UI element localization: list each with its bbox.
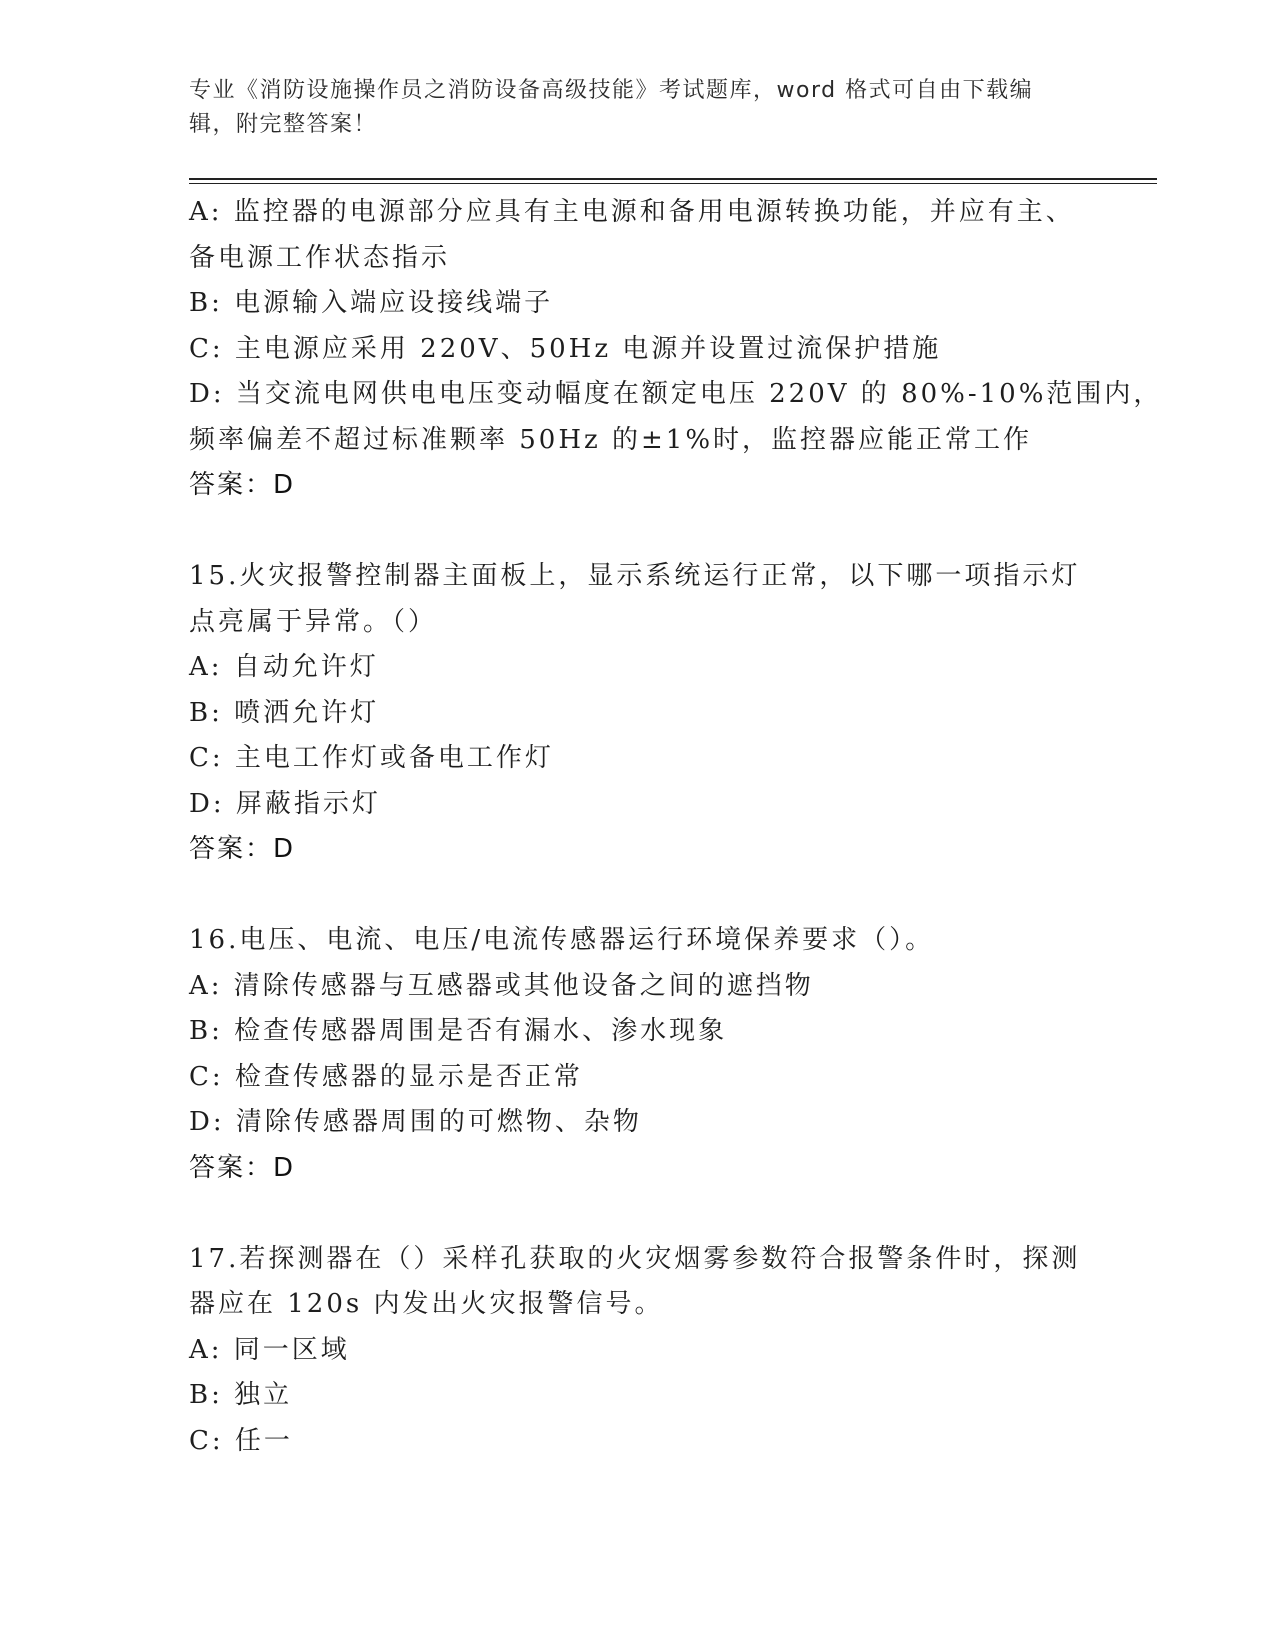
header-title-line-1: 专业《消防设施操作员之消防设备高级技能》考试题库，word 格式可自由下载编 — [189, 78, 1034, 103]
spacer — [189, 873, 1089, 919]
option-a: A: 自动允许灯 — [189, 652, 379, 682]
answer: 答案：D — [189, 834, 296, 864]
question-14-continued — [189, 190, 1163, 509]
answer: 答案：D — [189, 1152, 296, 1183]
option-a-line-1: A: 监控器的电源部分应具有主电源和备用电源转换功能，并应有主、 — [189, 197, 1075, 227]
option-c: C: 检查传感器的显示是否正常 — [189, 1061, 583, 1092]
question-stem-line-2: 点亮属于异常。（） — [189, 606, 438, 637]
option-d-line-2: 频率偏差不超过标准颗率 50Hz 的±1%时，监控器应能正常工作 — [189, 424, 1033, 455]
question-stem-line-1: 16.电压、电流、电压/电流传感器运行环境保养要求（）。 — [189, 925, 935, 955]
spacer — [189, 509, 1089, 555]
option-b: B: 检查传感器周围是否有漏水、渗水现象 — [189, 1016, 728, 1046]
spacer — [189, 1191, 1089, 1237]
option-d: D: 清除传感器周围的可燃物、杂物 — [189, 1107, 642, 1137]
header-divider-thin — [189, 183, 1157, 184]
option-b: B: 喷洒允许灯 — [189, 697, 380, 728]
question-16 — [189, 918, 1089, 1191]
option-d: D: 屏蔽指示灯 — [189, 788, 381, 819]
question-stem-line-1: 15.火灾报警控制器主面板上，显示系统运行正常，以下哪一项指示灯 — [189, 561, 1081, 591]
question-15 — [189, 554, 1089, 873]
option-c: C: 主电源应采用 220V、50Hz 电源并设置过流保护措施 — [189, 333, 942, 364]
document-header — [189, 74, 1089, 142]
option-d-line-1: D: 当交流电网供电电压变动幅度在额定电压 220V 的 80%-10%范围内， — [189, 379, 1163, 409]
option-c: C: 主电工作灯或备电工作灯 — [189, 743, 554, 773]
option-a: A: 清除传感器与互感器或其他设备之间的遮挡物 — [189, 970, 814, 1001]
answer: 答案：D — [189, 470, 296, 500]
header-title-line-2: 辑，附完整答案！ — [189, 112, 378, 137]
question-stem-line-2: 器应在 120s 内发出火灾报警信号。 — [189, 1289, 664, 1319]
question-stem-line-1: 17.若探测器在（）采样孔获取的火灾烟雾参数符合报警条件时，探测 — [189, 1243, 1081, 1274]
option-c: C: 任一 — [189, 1425, 293, 1456]
option-b: B: 独立 — [189, 1380, 293, 1410]
option-a: A: 同一区域 — [189, 1334, 350, 1365]
question-17 — [189, 1237, 1089, 1465]
option-b: B: 电源输入端应设接线端子 — [189, 288, 554, 318]
question-list — [189, 190, 1163, 1464]
header-divider — [189, 178, 1157, 180]
option-a-line-2: 备电源工作状态指示 — [189, 242, 451, 273]
